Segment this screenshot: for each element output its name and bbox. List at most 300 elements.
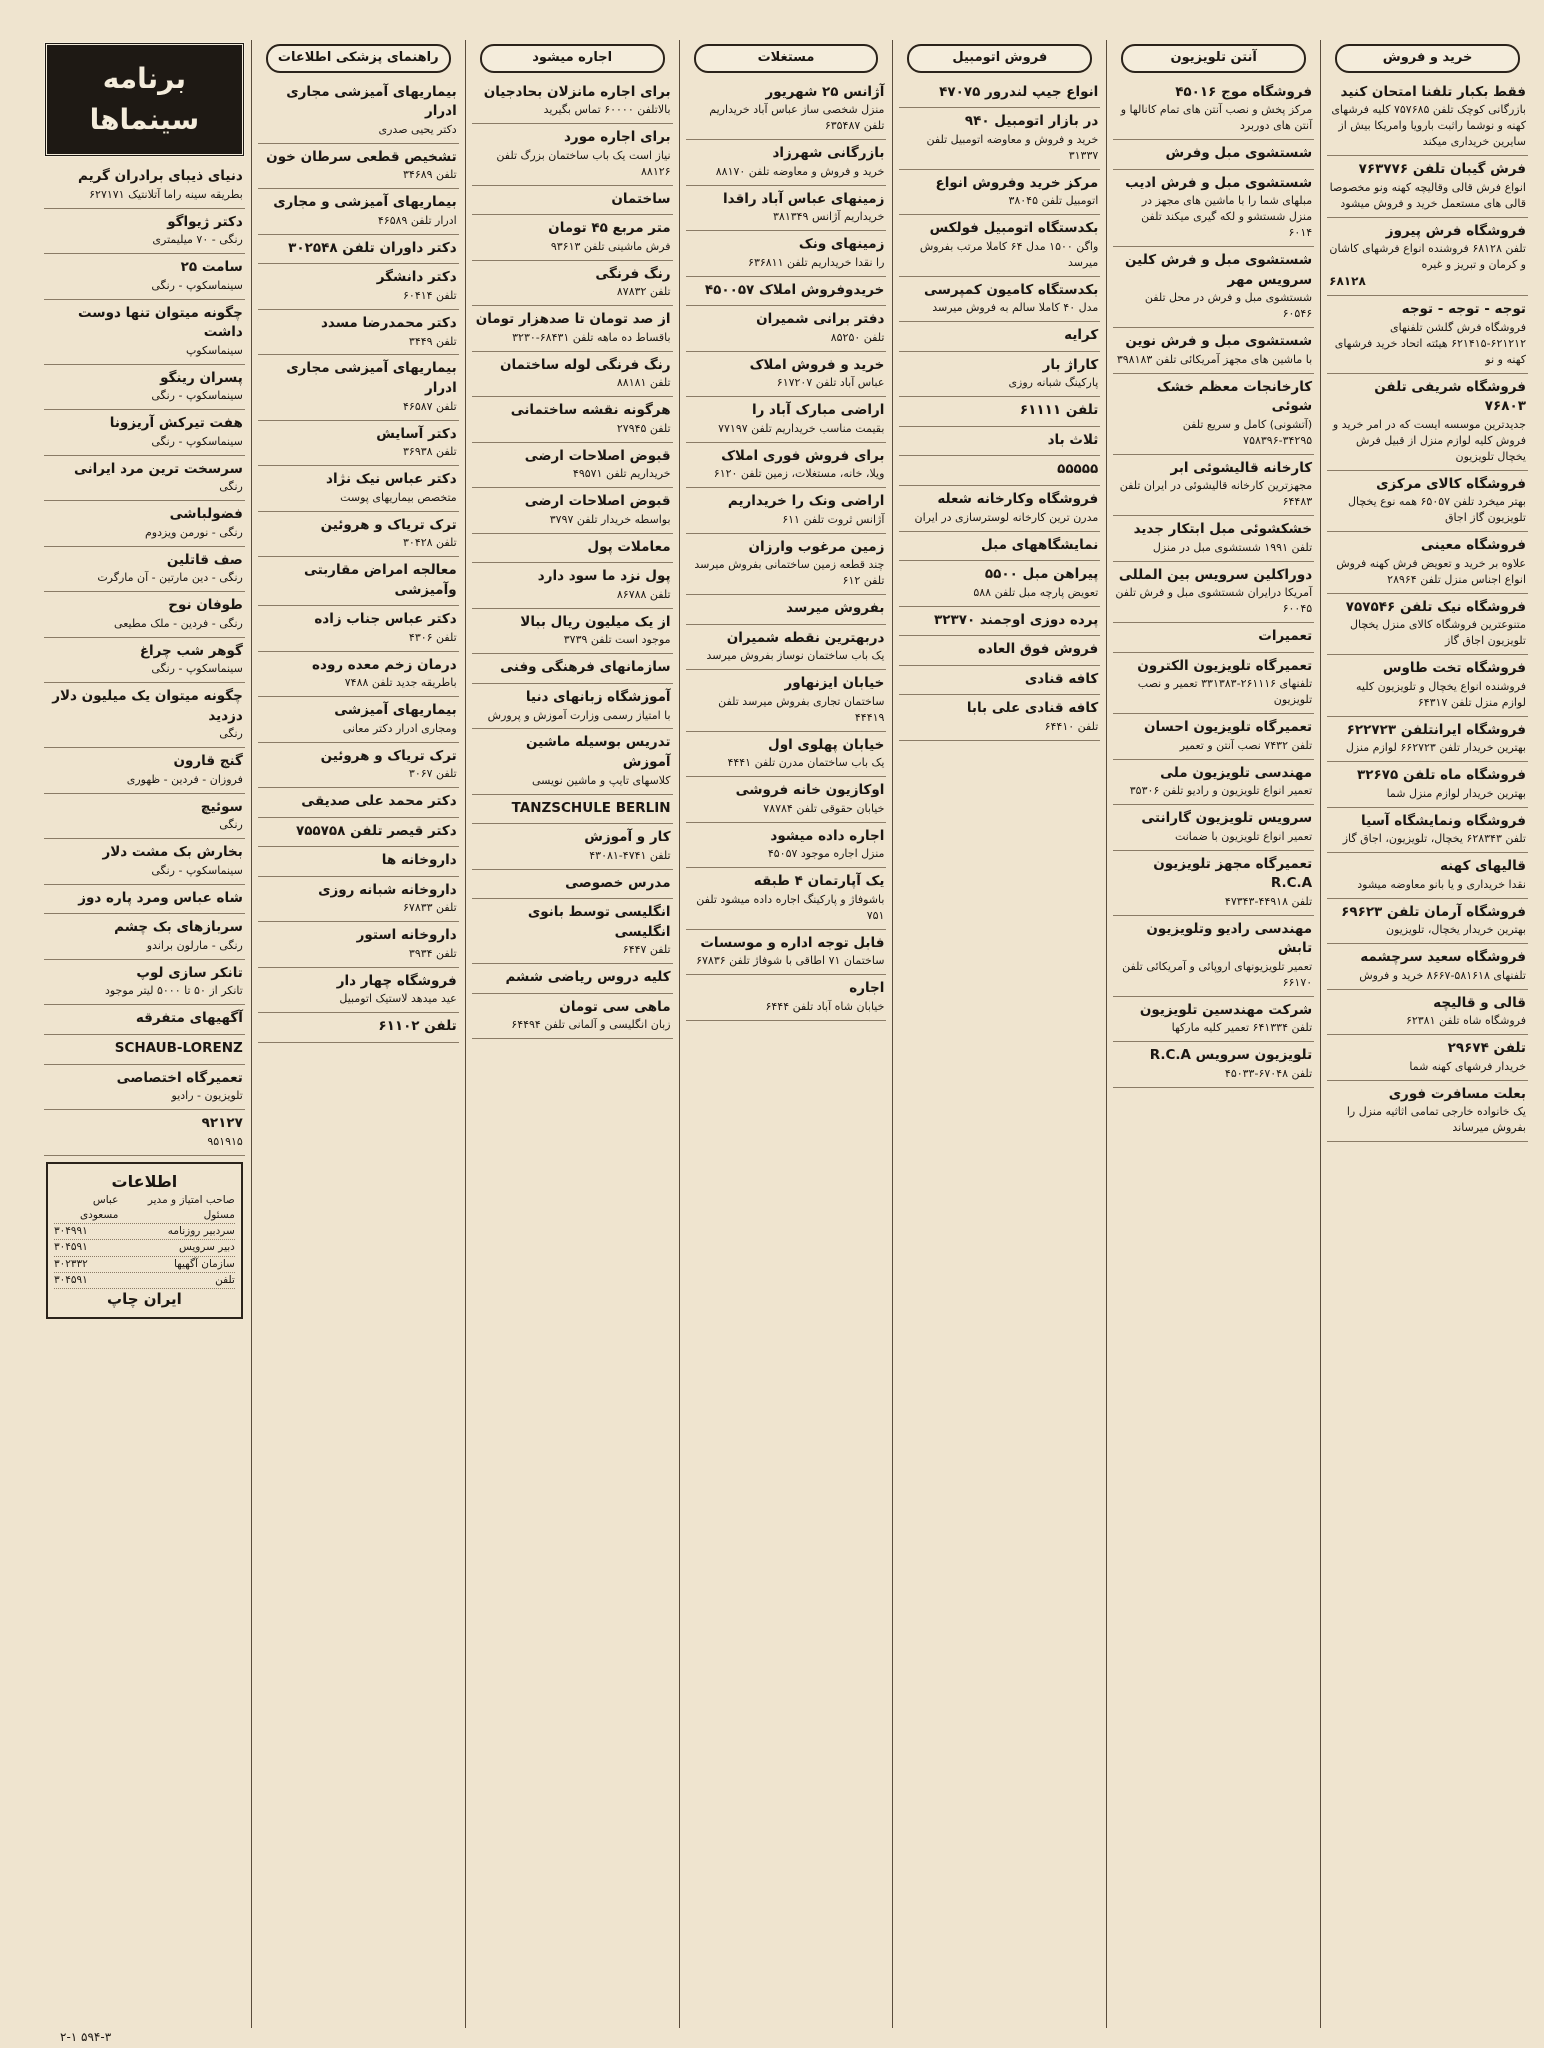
ad-body: پارکینگ شبانه روزی [1008, 376, 1099, 390]
ad-title: بازرگانی شهرزاد [772, 145, 885, 162]
ad-title: مهندسی رادیو وتلویزیون تابش [1146, 920, 1313, 957]
classified-ad [472, 964, 673, 994]
classified-ad [472, 994, 673, 1040]
classified-ad [1327, 374, 1528, 471]
ad-body: یک خانواده خارجی تمامی اثاثیه منزل را بفروش میرساند [1346, 1105, 1526, 1135]
ad-title: قالیهای کهنه [1439, 858, 1526, 875]
classified-ad [1113, 760, 1314, 806]
column-heading: اجاره میشود [480, 44, 665, 73]
classified-ad [258, 421, 459, 467]
classified-ad [258, 606, 459, 652]
ad-body: رنگی [219, 480, 243, 494]
classified-ad [472, 352, 673, 398]
classified-ad [1113, 1042, 1314, 1088]
masthead-value: ۳۰۴۹۹۱ [53, 1225, 88, 1238]
ad-body: موجود است تلفن ۳۷۳۹ [563, 633, 671, 647]
classified-ad [472, 306, 673, 352]
ad-body: تلفن ۳۰۶۷ [408, 767, 457, 781]
ad-body: فروزان - فردین - ظهوری [126, 772, 243, 786]
ad-body: رنگی - مارلون براندو [146, 938, 243, 952]
classified-ad [258, 235, 459, 265]
masthead-row [54, 1273, 235, 1289]
ad-body: بقیمت مناسب خریداریم تلفن ۷۷۱۹۷ [718, 421, 885, 435]
page-footer: ۲-۱ ۵۹۴-۳ [60, 2030, 112, 2044]
classified-ad [1113, 455, 1314, 516]
classified-ad [686, 443, 887, 489]
ad-title: تلفن ۶۱۱۱۱ [1019, 402, 1099, 419]
ad-title: بخارش بک مشت دلار [102, 844, 243, 861]
classified-ad [258, 466, 459, 512]
ad-title: در بازار اتومبیل ۹۴۰ [964, 113, 1099, 130]
ad-body: رنگی [219, 818, 243, 832]
classified-ad [1113, 916, 1314, 997]
classified-ad [258, 264, 459, 310]
ad-title: بکدستگاه کامیون کمپرسی [923, 281, 1099, 298]
ad-title: اوکازیون خانه فروشی [735, 782, 885, 799]
ad-title: دکتر داوران تلفن ۳۰۲۵۴۸ [288, 239, 457, 256]
masthead-label: دبیر سرویس [178, 1241, 235, 1254]
classified-ad [899, 397, 1100, 427]
ad-title: کرایه [1064, 327, 1099, 344]
ad-title: فروشگاه شریفی تلفن ۷۶۸۰۳ [1374, 378, 1526, 415]
ad-title: شستشوی مبل و فرش ادیب [1125, 174, 1313, 191]
ad-title: برای اجاره مورد [564, 129, 671, 146]
classified-ad [1327, 532, 1528, 593]
ad-title: کارخانجات معظم خشک شوئی [1156, 378, 1313, 415]
ad-body: فروشنده انواع یخچال و تلویزیون کلیه لوازم منزل تلفن ۶۴۳۱۷ [1356, 679, 1526, 709]
classified-ad [44, 1035, 245, 1065]
ad-title: ماهی سی تومان [559, 998, 671, 1015]
ad-title: سربازهای بک چشم [114, 919, 243, 936]
classified-ad [1113, 805, 1314, 851]
classified-ad [44, 209, 245, 255]
ad-title: تعمیرگاه اختصاصی [116, 1069, 243, 1086]
classified-ad [1113, 140, 1314, 170]
ad-body: بهتر میخرد تلفن ۶۵۰۵۷ همه نوع یخچال تلویزیون گاز اجاق [1348, 495, 1526, 525]
classified-ad [686, 670, 887, 731]
classified-ad [1113, 374, 1314, 455]
ad-body: ویلا، خانه، مستغلات، زمین تلفن ۶۱۲۰ [713, 467, 885, 481]
ad-title: کار و آموزش [584, 829, 671, 846]
classified-ad [44, 1110, 245, 1156]
classified-ad [258, 877, 459, 923]
ad-body: تلفن ۳۴۴۹ [408, 334, 457, 348]
classified-ad [686, 625, 887, 671]
classified-ad [1327, 156, 1528, 217]
ad-title: هفت تیرکش آریزونا [109, 415, 243, 432]
ad-title: پیراهن مبل ۵۵۰۰ [984, 566, 1099, 583]
classified-ad [899, 456, 1100, 486]
ad-body: تلفن ۳۹۳۴ [408, 946, 457, 960]
ad-title: سامت ۲۵ [180, 259, 243, 276]
ad-title: صف قاتلین [166, 551, 243, 568]
ad-body: تلفن ۶۴۱۳۳۴ تعمیر کلیه مارکها [1171, 1021, 1313, 1035]
masthead-row [54, 1240, 235, 1256]
ad-title: دربهترین نقطه شمیران [726, 629, 885, 646]
classified-ad [258, 968, 459, 1014]
ad-body: ادرار تلفن ۴۶۵۸۹ [377, 213, 457, 227]
ad-body: سینماسکوپ - رنگی [151, 662, 243, 676]
classified-ad [1327, 1035, 1528, 1081]
ad-body: رنگی [219, 727, 243, 741]
ad-title: شاه عباس ومرد پاره دوز [78, 889, 243, 906]
ad-body: را نقدا خریداریم تلفن ۶۳۶۸۱۱ [748, 255, 885, 269]
ad-title: قالی و قالیچه [1433, 994, 1526, 1011]
ad-title: برای فروش فوری املاک [721, 447, 885, 464]
ad-body: فروشگاه شاه تلفن ۶۲۳۸۱ [1405, 1014, 1526, 1028]
cinema-banner: برنامه سینماها [44, 42, 245, 157]
ad-title: شستشوی مبل و فرش نوین [1125, 333, 1313, 350]
ad-body: تلفن ۳۴۶۸۹ [403, 168, 457, 182]
ad-title: دکتر ژیواگو [167, 213, 243, 230]
ad-title: TANZSCHULE BERLIN [511, 799, 671, 816]
classified-ad [686, 352, 887, 398]
classified-ad [1113, 516, 1314, 562]
classified-ad [44, 592, 245, 638]
ad-title: از یک میلیون ریال ببالا [520, 613, 671, 630]
classified-ad [899, 607, 1100, 637]
classified-ad [258, 1013, 459, 1043]
classified-ad [472, 899, 673, 964]
classified-ad [686, 777, 887, 823]
column-guide [251, 40, 465, 2028]
ad-body: خریداریم آژانس ۳۸۱۳۴۹ [773, 210, 885, 224]
ad-title: درمان زخم معده روده [312, 656, 457, 673]
ad-body: عید میدهد لاستیک اتومبیل [339, 992, 457, 1006]
classified-ad [899, 170, 1100, 216]
ad-title: سرویس تلویزیون گارانتی [1141, 810, 1313, 827]
ad-title: ۹۲۱۲۷ [201, 1115, 243, 1131]
classified-ad [686, 975, 887, 1021]
classified-ad [1113, 170, 1314, 247]
masthead-label: سردبیر روزنامه [167, 1225, 235, 1238]
ad-body: خرید و فروش و معاوضه اتومبیل تلفن ۳۱۳۳۷ [926, 132, 1099, 162]
ad-body: تلفن ۶۰۴۱۴ [403, 289, 457, 303]
ad-title: دوراکلین سرویس بین المللی [1118, 566, 1313, 583]
ad-title: از صد تومان تا صدهزار تومان [475, 311, 671, 328]
ad-body: دکتر یحیی صدری [378, 122, 457, 136]
ad-body: سینماسکوپ [185, 343, 243, 357]
classified-ad [1113, 714, 1314, 760]
ad-body: یک باب ساختمان نوساز بفروش میرسد [706, 649, 885, 663]
ad-body: واگن ۱۵۰۰ مدل ۶۴ کاملا مرتب بفروش میرسد [919, 239, 1099, 269]
ad-body: بهترین خریدار لوازم منزل شما [1386, 786, 1526, 800]
classified-ad [258, 355, 459, 420]
classified-ad [1327, 471, 1528, 532]
ad-title: اراضی مبارک آباد را [751, 402, 885, 419]
classified-ad [44, 794, 245, 840]
masthead-title: اطلاعات [111, 1171, 178, 1191]
classified-ad [1327, 899, 1528, 945]
masthead-value: ۳۰۴۵۹۱ [53, 1273, 88, 1286]
ad-body: تلفن ۶۷۰۴۸-۴۵۰۳۳ [1224, 1066, 1313, 1080]
ad-title: دکتر قیصر تلفن ۷۵۵۷۵۸ [295, 822, 457, 839]
ad-body: بهترین خریدار تلفن ۶۶۲۷۲۳ لوازم منزل [1345, 741, 1526, 755]
classified-ad [44, 1065, 245, 1111]
ad-title: فروشگاه تخت طاوس [1382, 660, 1526, 677]
classified-ad [44, 960, 245, 1006]
classified-ad [472, 824, 673, 870]
ad-body: خریداریم تلفن ۴۹۵۷۱ [572, 467, 671, 481]
ad-body: ساختمان تجاری بفروش میرسد تلفن ۴۴۴۱۹ [718, 694, 885, 724]
masthead-row [54, 1224, 235, 1240]
ad-title: کلیه دروس ریاضی ششم [505, 969, 671, 986]
column-cars [892, 40, 1106, 2028]
ad-body: بواسطه خریدار تلفن ۳۷۹۷ [549, 512, 671, 526]
ad-title: خشکشوئی مبل ابتکار جدید [1133, 521, 1313, 538]
ad-body: خیابان شاه آباد تلفن ۶۴۴۴ [765, 999, 885, 1013]
ad-title: داروخانه شبانه روزی [318, 881, 457, 898]
ad-title: تشخیص قطعی سرطان خون [266, 148, 457, 165]
ad-body: آژانس ثروت تلفن ۶۱۱ [782, 512, 885, 526]
ad-title: بکدستگاه اتومبیل فولکس [929, 220, 1099, 237]
ad-title: فروشگاه ایرانتلفن ۶۲۲۷۲۳ [1346, 721, 1526, 738]
ad-body: (آتشونی) کامل و سریع تلفن ۳۴۲۹۵-۷۵۸۳۹۶ [1182, 417, 1313, 447]
ad-body: رنگی - ۷۰ میلیمتری [152, 233, 243, 247]
ad-body: یک باب ساختمان مدرن تلفن ۴۴۴۱ [727, 756, 885, 770]
ad-body: رنگی - فردین - ملک مطیعی [114, 616, 243, 630]
ad-title: بیماریهای آمیزشی [334, 702, 457, 719]
ad-title: زمینهای ونک [798, 236, 885, 253]
ad-title: دکتر عباس جناب زاده [314, 611, 457, 628]
ad-body: تلفن ۷۴۳۲ نصب آنتن و تعمیر [1179, 738, 1313, 752]
ad-title: ترک تریاک و هروئین [320, 516, 457, 533]
ad-title: رنگ فرنگی لوله ساختمان [499, 356, 671, 373]
ad-title: فقط بکبار تلفنا امتحان کنید [1340, 83, 1526, 100]
classified-ad [899, 322, 1100, 352]
ad-title: اجاره داده میشود [770, 827, 885, 844]
classified-ad [472, 534, 673, 564]
classified-ad [1327, 296, 1528, 373]
masthead-label: تلفن [215, 1273, 235, 1286]
ad-body: انواع فرش قالی وقالیچه کهنه ونو مخصوصا قالی های مستعمل خرید و فروش میشود [1329, 180, 1526, 210]
ad-body: رنگی - دین مارتین - آن مارگرت [97, 571, 243, 585]
column-rent [465, 40, 679, 2028]
ad-title: آگهیهای متفرقه [135, 1010, 243, 1027]
ad-body: با امتیاز رسمی وزارت آموزش و پرورش [487, 708, 671, 722]
ad-body: سینماسکوپ - رنگی [151, 434, 243, 448]
ad-body: تلفن ۲۷۹۴۵ [616, 421, 671, 435]
masthead-value: ۳۰۲۳۳۲ [53, 1257, 88, 1270]
ad-body: تلفن ۱۹۹۱ شستشوی مبل در منزل [1152, 540, 1313, 554]
ad-title: فروشگاه ماه تلفن ۳۲۶۷۵ [1357, 767, 1526, 784]
ad-title: مدرس خصوصی [565, 874, 671, 891]
classified-ad [899, 636, 1100, 666]
ad-title: داروخانه استور [356, 927, 457, 944]
classified-ad [686, 306, 887, 352]
masthead-row [54, 1257, 235, 1273]
ad-body: آمریکا درایران شستشوی مبل و فرش تلفن ۶۰۰۴۵ [1115, 586, 1313, 616]
classified-ad [1113, 623, 1314, 653]
ad-body: تعمیر انواع تلویزیون و رادیو تلفن ۳۵۳۰۶ [1129, 784, 1313, 798]
classified-ad [899, 486, 1100, 532]
ad-body: نقدا خریداری و یا بانو معاوضه میشود [1357, 877, 1526, 891]
classified-ad [1327, 79, 1528, 156]
ad-title: تلفن ۶۱۱۰۲ [378, 1018, 457, 1035]
ad-title: مرکز خرید وفروش انواع [935, 174, 1099, 191]
classified-ad [686, 595, 887, 625]
classified-ad [472, 488, 673, 534]
ad-title: دکتر عباس نیک نژاد [326, 471, 457, 488]
ad-title: معاملات پول [587, 538, 671, 555]
column-cinema [38, 40, 251, 2028]
classified-ad [1113, 79, 1314, 140]
ad-title: تلویزیون سرویس R.C.A [1149, 1047, 1313, 1064]
ad-title: دکتر محمد علی صدیقی [301, 793, 457, 810]
ad-title: سرسخت ترین مرد ایرانی [73, 460, 243, 477]
ad-body: رنگی - نورمن ویزدوم [144, 525, 243, 539]
classified-ad [1327, 762, 1528, 808]
classified-ad [44, 254, 245, 300]
ad-title: دنیای ذیبای برادران گریم [77, 168, 243, 185]
ad-body: ساختمان ۷۱ اطاقی با شوفاژ تلفن ۶۷۸۳۶ [696, 954, 885, 968]
classified-ad [1327, 594, 1528, 655]
ad-title: بیماریهای آمیزشی مجاری ادرار [286, 360, 457, 397]
classified-ad [899, 352, 1100, 398]
classified-ad [899, 695, 1100, 741]
classified-ad [686, 930, 887, 976]
ad-body: تلفن ۸۷۸۳۲ [616, 285, 671, 299]
masthead-value: عباس مسعودی [79, 1193, 119, 1221]
ad-title: بیماریهای آمیزشی و مجاری [273, 194, 457, 211]
ad-body: کلاسهای تایپ و ماشین نویسی [531, 773, 671, 787]
ad-body: تلفن ۴۳۰۶ [408, 630, 457, 644]
classified-ad [44, 163, 245, 209]
classified-ad [1113, 328, 1314, 374]
classified-ad [472, 563, 673, 609]
ad-title: پرده دوزی اوجمند ۳۲۳۷۰ [934, 611, 1099, 628]
ad-title: ۵۵۵۵۵ [1057, 461, 1099, 478]
ad-body: مدرن ترین کارخانه لوسترسازی در ایران [914, 510, 1099, 524]
classified-ad [1113, 247, 1314, 328]
classified-ad [1113, 851, 1314, 916]
ad-title: برای اجاره مانزلان بحادجیان [483, 83, 671, 100]
ad-title: SCHAUB-LORENZ [114, 1039, 243, 1056]
ad-body: با ماشین های مجهز آمریکائی تلفن ۳۹۸۱۸۳ [1116, 352, 1313, 366]
ad-body: ۹۵۱۹۱۵ [207, 1134, 243, 1148]
classified-ad [899, 79, 1100, 109]
ad-title: تعمیرگاه مجهز تلویزیون R.C.A [1153, 855, 1313, 892]
ad-title: زمین مرغوب وارزان [748, 538, 885, 555]
ad-title: شستشوی مبل و فرش کلین سرویس مهر [1125, 252, 1313, 288]
classified-ad [686, 277, 887, 307]
ad-title: سازمانهای فرهنگی وفنی [500, 659, 671, 676]
ad-body: مجهزترین کارخانه قالیشوئی در ایران تلفن ۶۴۴۸۳ [1119, 479, 1313, 509]
classified-ad [686, 140, 887, 186]
classified-ad [44, 914, 245, 960]
ad-title: مهندسی تلویزیون ملی [1160, 764, 1313, 781]
classified-ad [258, 310, 459, 356]
ad-body: تلفن ۶۸۱۲۸ فروشنده انواع فرشهای کاشان و کرمان و تبریز و غیره [1329, 242, 1526, 272]
ad-body: متنوعترین فروشگاه کالای منزل یخچال تلویزیون اجاق گاز [1350, 618, 1526, 648]
ad-body: تلفن ۸۸۱۸۱ [616, 376, 671, 390]
ad-title: آژانس ۲۵ شهریور [765, 83, 885, 100]
classified-ad [472, 443, 673, 489]
ad-title: معالجه امراض مقاربتی وآمیزشی [303, 562, 457, 598]
classified-ad [472, 729, 673, 794]
classified-ad [686, 868, 887, 929]
ad-body: بالاتلفن ۶۰۰۰۰ تماس بگیرید [543, 103, 671, 117]
classified-ad [258, 652, 459, 698]
classified-ad [258, 922, 459, 968]
classified-ad [472, 186, 673, 216]
classified-ad [472, 215, 673, 261]
masthead-label: صاحب امتیاز و مدیر مسئول [147, 1193, 235, 1221]
classified-ad [1113, 997, 1314, 1043]
ad-title: دکتر دانشگر [376, 269, 457, 286]
classified-ad [686, 732, 887, 778]
ad-title: فروشگاه سعید سرچشمه [1360, 949, 1526, 966]
classified-ad [1327, 990, 1528, 1036]
classified-ad [1327, 655, 1528, 716]
column-heading: فروش اتومبیل [907, 44, 1092, 73]
ad-title: انواع جیپ لندرور ۴۷۰۷۵ [939, 83, 1099, 100]
classified-ad [1113, 562, 1314, 623]
classified-ad [44, 839, 245, 885]
ad-title: دکتر محمدرضا مسدد [320, 314, 457, 331]
ad-title: تعمیرات [1258, 628, 1313, 645]
classified-ad [899, 108, 1100, 169]
ad-body: تلفن ۴۶۵۸۷ [403, 399, 457, 413]
column-tv [1106, 40, 1320, 2028]
classified-ad [1327, 1081, 1528, 1142]
ad-body: خرید و فروش و معاوضه تلفن ۸۸۱۷۰ [715, 164, 885, 178]
ad-title: آموزشگاه زبانهای دنیا [525, 688, 671, 705]
ad-body: تلفنهای ۲۶۱۱۱۶-۳۳۱۳۸۳ تعمیر و نصب تلویزیون [1137, 677, 1313, 707]
classified-columns [38, 40, 1534, 2028]
ad-title: طوفان نوح [168, 597, 243, 614]
ad-title: داروخانه ها [381, 852, 457, 869]
classified-ad [44, 300, 245, 365]
classified-ad [44, 638, 245, 684]
ad-title: دکتر آسایش [376, 425, 457, 442]
ad-body: خیابان حقوقی تلفن ۷۸۷۸۴ [763, 801, 885, 815]
ad-body: تعویض پارچه مبل تلفن ۵۸۸ [973, 585, 1099, 599]
ad-title: فروش فوق العاده [977, 641, 1099, 658]
ad-title: پول نزد ما سود دارد [537, 568, 671, 585]
classified-ad [472, 609, 673, 655]
ad-body: سینماسکوپ - رنگی [151, 389, 243, 403]
classified-ad [899, 277, 1100, 323]
ad-body: شستشوی مبل و فرش در محل تلفن ۶۰۵۴۶ [1144, 291, 1313, 321]
ad-body: ومجاری ادرار دکتر معانی [342, 721, 457, 735]
column-buysell [1320, 40, 1534, 2028]
classified-ad [686, 823, 887, 869]
classified-ad [1327, 717, 1528, 763]
masthead-value: ۳۰۴۵۹۱ [53, 1241, 88, 1254]
classified-ad [686, 186, 887, 232]
classified-ad [258, 557, 459, 606]
ad-title: چگونه میتوان تنها دوست داشت [78, 304, 243, 341]
ad-body: تلفن ۶۴۴۷ [622, 943, 671, 957]
ad-title: زمینهای عباس آباد راقدا [723, 190, 885, 207]
classified-ad [1113, 653, 1314, 714]
ad-body: اتومبیل تلفن ۳۸۰۴۵ [1008, 194, 1099, 208]
ad-title: گنج قارون [173, 753, 243, 770]
column-heading: خرید و فروش [1335, 44, 1520, 73]
classified-ad [44, 410, 245, 456]
classified-ad [44, 683, 245, 748]
ad-title: فروشگاه ونمایشگاه آسیا [1361, 812, 1526, 829]
ad-body: فروشگاه فرش گلشن تلفنهای ۶۲۱۲۱۲-۶۲۱۴۱۵ هیئته اتحاد خرید فرشهای کهنه و نو [1334, 321, 1526, 366]
ad-title: بعلت مسافرت فوری [1388, 1085, 1526, 1102]
column-estate [679, 40, 893, 2028]
ad-body: تعمیر تلویزیونهای اروپائی و آمریکائی تلفن ۶۶۱۷۰ [1122, 959, 1313, 989]
ad-body: تانکر از ۵۰ تا ۵۰۰۰ لیتر موجود [104, 984, 243, 998]
ad-body: تلفن ۴۴۹۱۸-۴۷۳۴۳ [1224, 894, 1313, 908]
classified-ad [686, 231, 887, 277]
classified-ad [899, 561, 1100, 607]
